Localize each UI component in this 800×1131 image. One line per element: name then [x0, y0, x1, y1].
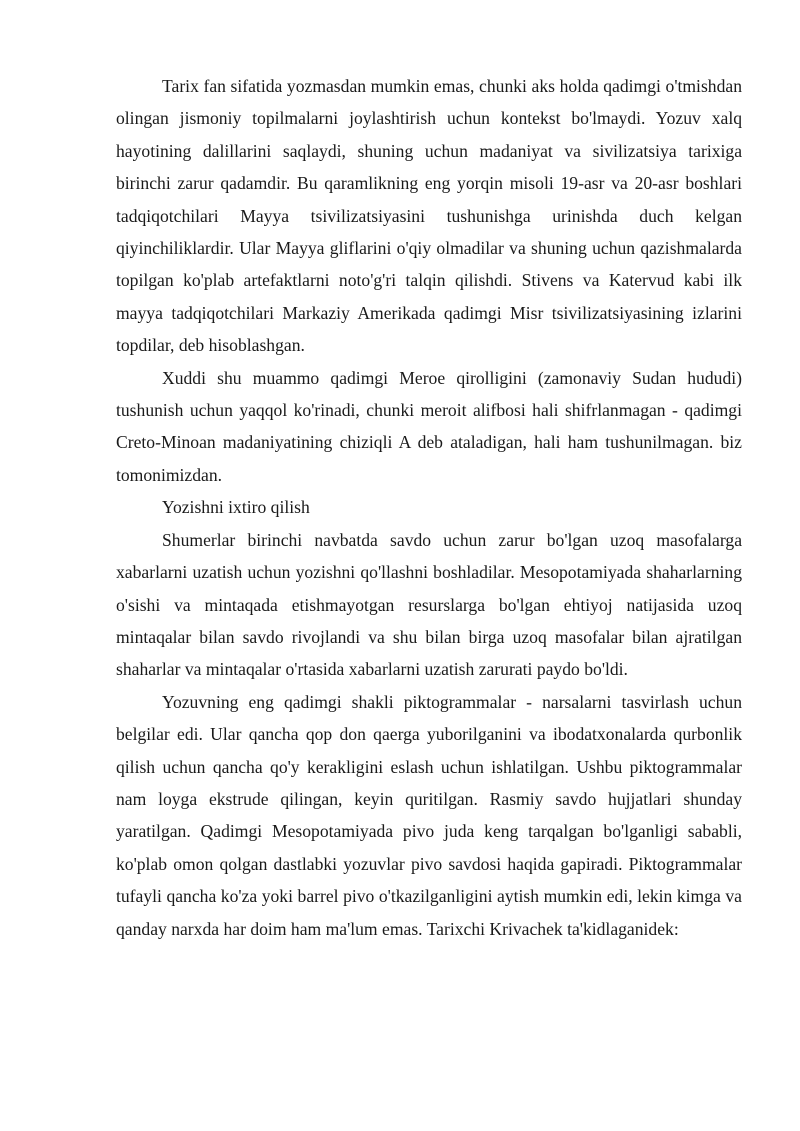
- document-page: [116, 70, 742, 945]
- paragraph-meroe: Xuddi shu muammo qadimgi Meroe qirolligini (zamonaviy Sudan hududi) tushunish uchun yaqqol ko'rinadi, chunki meroit alifbosi hali shifrlanmagan - qadimgi Creto-Minoan madaniyatining chiziqli A deb ataladigan, hali ham tushunilmagan. biz tomonimizdan.: [116, 367, 742, 485]
- section-heading-invention-of-writing: Yozishni ixtiro qilish: [162, 497, 310, 518]
- paragraph-sumerians: Shumerlar birinchi navbatda savdo uchun zarur bo'lgan uzoq masofalarga xabarlarni uzatish uchun yozishni qo'llashni boshladilar. Mesopotamiyada shaharlarning o'sishi va mintaqada etishmayotgan resurslarga bo'lgan ehtiyoj natijasida uzoq mintaqalar bilan savdo rivojlandi va shu bilan birga uzoq masofalar bilan ajratilgan shaharlar va mintaqalar o'rtasida xabarlarni uzatish zarurati paydo bo'ldi.: [116, 529, 742, 680]
- paragraph-writing-history: Tarix fan sifatida yozmasdan mumkin emas, chunki aks holda qadimgi o'tmishdan olingan jismoniy topilmalarni joylashtirish uchun kontekst bo'lmaydi. Yozuv xalq hayotining dalillarini saqlaydi, shuning uchun madaniyat va sivilizatsiya tarixiga birinchi zarur qadamdir. Bu qaramlikning eng yorqin misoli 19-asr va 20-asr boshlari tadqiqotchilari Mayya tsivilizatsiyasini tushunishga urinishda duch kelgan qiyinchiliklardir. Ular Mayya gliflarini o'qiy olmadilar va shuning uchun qazishmalarda topilgan ko'plab artefaktlarni noto'g'ri talqin qilishdi. Stivens va Katervud kabi ilk mayya tadqiqotchilari Markaziy Amerikada qadimgi Misr tsivilizatsiyasining izlarini topdilar, deb hisoblashgan.: [116, 76, 742, 356]
- paragraph-pictograms: Yozuvning eng qadimgi shakli piktogrammalar - narsalarni tasvirlash uchun belgilar edi. Ular qancha qop don qaerga yuborilganini va ibodatxonalarda qurbonlik qilish uchun qancha qo'y kerakligini eslash uchun ishlatilgan. Ushbu piktogrammalar nam loyga ekstrude qilingan, keyin quritilgan. Rasmiy savdo hujjatlari shunday yaratilgan. Qadimgi Mesopotamiyada pivo juda keng tarqalgan bo'lganligi sababli, ko'plab omon qolgan dastlabki yozuvlar pivo savdosi haqida gapiradi. Piktogrammalar tufayli qancha ko'za yoki barrel pivo o'tkazilganligini aytish mumkin edi, lekin kimga va qanday narxda har doim ham ma'lum emas. Tarixchi Krivachek ta'kidlaganidek:: [116, 691, 742, 939]
